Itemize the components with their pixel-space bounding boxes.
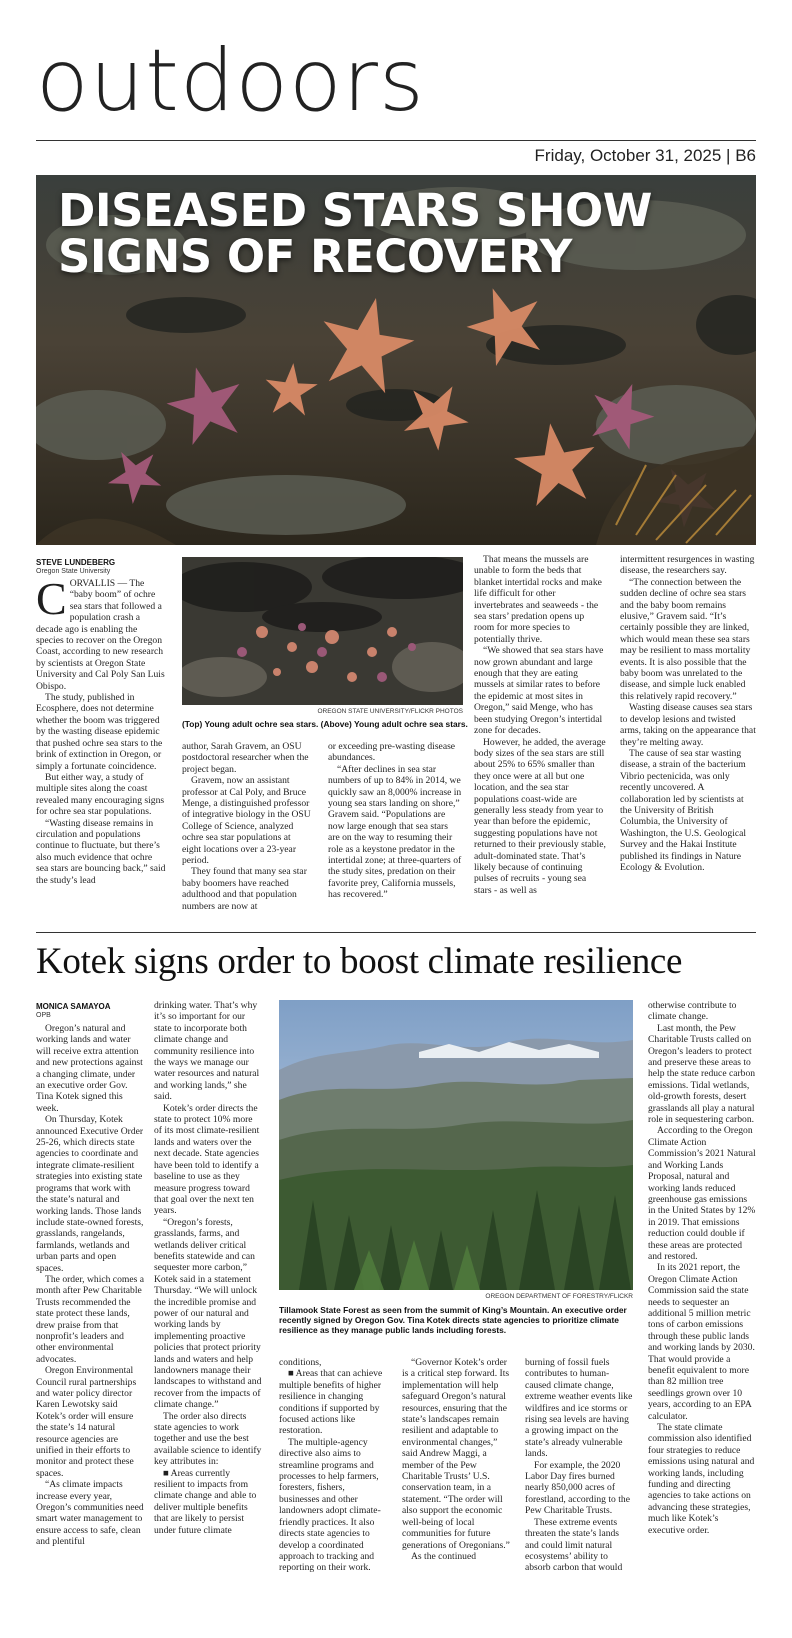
story2-headline: Kotek signs order to boost climate resilience <box>36 941 683 982</box>
paragraph: In its 2021 report, the Oregon Climate Action Commission said the state needs to sequester an additional 5 million metric tons of carbon emissions through these public lands and working lands by 2030. That would provide a benefit equivalent to more than 82 million tree seedlings grown over 10 years, according to an EPA calculator. <box>648 1262 755 1422</box>
dropcap: C <box>36 578 67 624</box>
story2-col-1 <box>36 1023 144 1613</box>
paragraph: or exceeding pre-wasting disease abundances. <box>328 741 456 764</box>
paragraph: ORVALLIS — The “baby boom” of ochre sea stars that followed a population crash a decade ago is enabling the species to recover on the Oregon Coast, according to new research by scientists at Oregon State University and Cal Poly San Luis Obispo. <box>36 578 165 692</box>
story2-col-6 <box>648 1000 756 1613</box>
paragraph: These extreme events threaten the state’s lands and could limit natural ecosystems’ ability to absorb carbon that would <box>525 1516 623 1574</box>
story1-col-4 <box>474 554 606 920</box>
story1-byline: STEVE LUNDEBERG <box>36 558 116 567</box>
paragraph: burning of fossil fuels contributes to human-caused climate change, extreme weather events like wildfires and ice storms or rising sea levels are having a growing impact on the state’s already vulnerable lands. <box>525 1357 633 1460</box>
story-divider <box>36 932 756 933</box>
paragraph: Last month, the Pew Charitable Trusts called on Oregon’s leaders to protect and preserve these areas to help the state reduce carbon emissions. Tidal wetlands, old-growth forests, desert grasslands all play a natural role in sequestering carbon. <box>648 1022 756 1126</box>
paragraph: That means the mussels are unable to form the beds that blanket intertidal rocks and make life difficult for other invertebrates and seaweeds - the sea stars’ predation opens up room for more species to potentially thrive. <box>474 554 602 645</box>
story1-col-5 <box>620 554 756 920</box>
paragraph: intermittent resurgences in wasting disease, the researchers say. <box>620 554 755 577</box>
story2-col-2 <box>154 1000 262 1613</box>
paragraph: ■ Areas currently resilient to impacts from climate change and able to deliver multiple benefits that are likely to persist under future climate <box>154 1467 257 1536</box>
paragraph: conditions, <box>279 1357 322 1368</box>
story1-col-1 <box>36 578 166 918</box>
paragraph: According to the Oregon Climate Action Commission’s 2021 Natural and Working Lands Proposal, natural and working lands reduced greenhouse gas emissions in the United States by 12% in 2019. That emissions reduction could double if these areas are protected and restored. <box>648 1125 756 1262</box>
paragraph: The study, published in Ecosphere, does not determine whether the boom was triggered by the wasting disease epidemic that pushed ochre sea stars to the brink of extinction in Oregon, or simply a fortunate coincidence. <box>36 692 163 772</box>
paragraph: The cause of sea star wasting disease, a strain of the bacterium Vibrio pectenicida, was only recently uncovered. A collaboration led by scientists at the University of British Columbia, the University of Washington, the U.S. Geological Survey and the Hakai Institute published its findings in Nature Ecology & Evolution. <box>620 747 747 873</box>
paragraph: “Oregon’s forests, grasslands, farms, and wetlands deliver critical benefits statewide and can sequester more carbon,” Kotek said in a statement Thursday. “We will unlock the incredible promise and power of our natural and working lands by implementing proactive policies that protect priority lands and waters and help landowners manage their landscapes to withstand and recover from the impacts of climate change.” <box>154 1216 262 1411</box>
story2-photo-caption: Tillamook State Forest as seen from the summit of King’s Mountain. An executive order recently signed by Oregon Gov. Tina Kotek directs state agencies to prioritize climate resilience as they manage public lands including forests. <box>279 1305 627 1335</box>
paragraph: Oregon’s natural and working lands and water will receive extra attention and new protections against a changing climate, under an executive order Gov. Tina Kotek signed this week. <box>36 1023 143 1114</box>
paragraph: The multiple-agency directive also aims to streamline programs and processes to help farmers, foresters, fishers, businesses and other landowners adopt climate-friendly practices. It also directs state agencies to develop a coordinated approach to tracking and reporting on their work. <box>279 1436 381 1574</box>
paragraph: Kotek’s order directs the state to protect 10% more of its most climate-resilient lands and waters over the next decade. State agencies have been told to identify a baseline to use as they measure progress toward that goal over the next ten years. <box>154 1102 260 1217</box>
paragraph: “As climate impacts increase every year, Oregon’s communities need smart water management to ensure access to safe, clean and plentiful <box>36 1479 144 1548</box>
paragraph: For example, the 2020 Labor Day fires burned nearly 850,000 acres of forestland, according to the Pew Charitable Trusts. <box>525 1459 630 1517</box>
headline-line-1: DISEASED STARS SHOW <box>58 184 652 237</box>
story2-byline: MONICA SAMAYOA <box>36 1002 111 1011</box>
story2-col-5 <box>525 1357 633 1613</box>
paragraph: As the continued <box>411 1550 477 1562</box>
story1-photo-credit: OREGON STATE UNIVERSITY/FLICKR PHOTOS <box>317 708 463 715</box>
paragraph: Wasting disease causes sea stars to develop lesions and twisted arms, taking on the appearance that they’re melting away. <box>620 702 756 748</box>
paragraph: drinking water. That’s why it’s so important for our state to incorporate both climate change and community resilience into the ways we manage our water resources and natural and working lands,” she said. <box>154 1000 260 1103</box>
paragraph: However, he added, the average body sizes of the sea stars are still about 25% to 65% smaller than they once were at all but one location, and the sea star populations coast-wide are generally less steady from year to year than before the epidemic, suggesting populations have not returned to their previously stable, adult-dominated state. That’s likely because of continuing pulses of recruits - young sea stars - as well as <box>474 736 606 896</box>
story1-byline-org: Oregon State University <box>36 568 111 575</box>
paragraph: otherwise contribute to climate change. <box>648 1000 737 1023</box>
paragraph: They found that many sea star baby boomers have reached adulthood and that population numbers are now at <box>182 866 307 912</box>
story1-col-3 <box>328 741 462 921</box>
story2-col-4 <box>402 1357 510 1613</box>
paragraph: “We showed that sea stars have now grown abundant and large enough that they are eating mussels at similar rates to before the epidemic at most sites in Oregon,” said Menge, who has been studying Oregon’s intertidal zone for decades. <box>474 645 604 737</box>
paragraph: “Governor Kotek’s order is a critical step forward. Its implementation will help safeguard Oregon’s natural resources, ensuring that the state’s landscapes remain resilient and adaptable to environmental changes,” said Andrew Maggi, a member of the Pew Charitable Trusts’ U.S. conservation team, in a statement. “The order will also support the economic well-being of local communities for future generations of Oregonians.” <box>402 1357 510 1551</box>
paragraph: On Thursday, Kotek announced Executive Order 25-26, which directs state agencies to coordinate and integrate climate-resilient strategies into existing state programs that work with the state’s natural and working lands. Those lands include state-owned forests, grasslands, rangelands, farmlands, wetlands and urban parts and open spaces. <box>36 1114 144 1274</box>
paragraph: Oregon Environmental Council rural partnerships and water policy director Karen Lewotsky said Kotek’s order will ensure the state’s 14 natural resource agencies are unified in their efforts to monitor and protect these spaces. <box>36 1365 137 1479</box>
paragraph: The order, which comes a month after Pew Charitable Trusts recommended the state protect these lands, drew praise from that nonprofit’s leaders and other environmental advocates. <box>36 1273 144 1365</box>
story2-photo-credit: OREGON DEPARTMENT OF FORESTRY/FLICKR <box>485 1293 633 1300</box>
paragraph: Gravem, now an assistant professor at Cal Poly, and Bruce Menge, a distinguished professor of integrative biology in the OSU College of Science, analyzed ochre sea star populations at eight locations over a 23-year period. <box>182 775 311 867</box>
story1-inline-photo <box>182 557 463 705</box>
story2-photo <box>279 1000 633 1290</box>
paragraph: “Wasting disease remains in circulation and populations continue to fluctuate, but there’s also much evidence that ochre sea stars are bouncing back,” said the study’s lead <box>36 817 166 886</box>
story1-photo-caption: (Top) Young adult ochre sea stars. (Above) Young adult ochre sea stars. <box>182 719 468 729</box>
headline-line-2: SIGNS OF RECOVERY <box>58 230 572 283</box>
paragraph: “The connection between the sudden decline of ochre sea stars and the baby boom remains elusive,” Gravem said. “It’s certainly possible they are linked, which would mean these sea stars may be resilient to mass mortality events. It is also possible that the baby boom was unrelated to the disease, and simple luck enabled this relatively rapid recovery.” <box>620 576 751 702</box>
section-title: outdoors <box>36 31 425 131</box>
paragraph: But either way, a study of multiple sites along the coast revealed many encouraging signs for ochre sea star populations. <box>36 771 165 818</box>
story1-headline <box>58 184 698 283</box>
dateline: Friday, October 31, 2025 | B6 <box>534 146 756 165</box>
story1-col-2 <box>182 741 312 921</box>
story2-byline-org: OPB <box>36 1012 51 1019</box>
story2-col-3 <box>279 1357 387 1613</box>
paragraph: author, Sarah Gravem, an OSU postdoctoral researcher when the project began. <box>182 741 309 775</box>
header-rule <box>36 140 756 141</box>
paragraph: ■ Areas that can achieve multiple benefits of higher resilience in changing conditions if supported by focused actions like restoration. <box>279 1368 383 1437</box>
paragraph: “After declines in sea star numbers of up to 84% in 2014, we quickly saw an 8,000% increase in young sea stars landing on shore,” Gravem said. “Populations are now large enough that sea stars are on the way to resuming their role as a keystone predator in the intertidal zone; at three-quarters of the study sites, predation on their favorite prey, California mussels, has recovered.” <box>328 763 462 901</box>
paragraph: The order also directs state agencies to work together and use the best available science to identify key attributes in: <box>154 1410 262 1468</box>
paragraph: The state climate commission also identified four strategies to reduce emissions using natural and working lands, including funding and directing agencies to take actions on advancing these strategies, much like Kotek’s executive order. <box>648 1422 755 1536</box>
